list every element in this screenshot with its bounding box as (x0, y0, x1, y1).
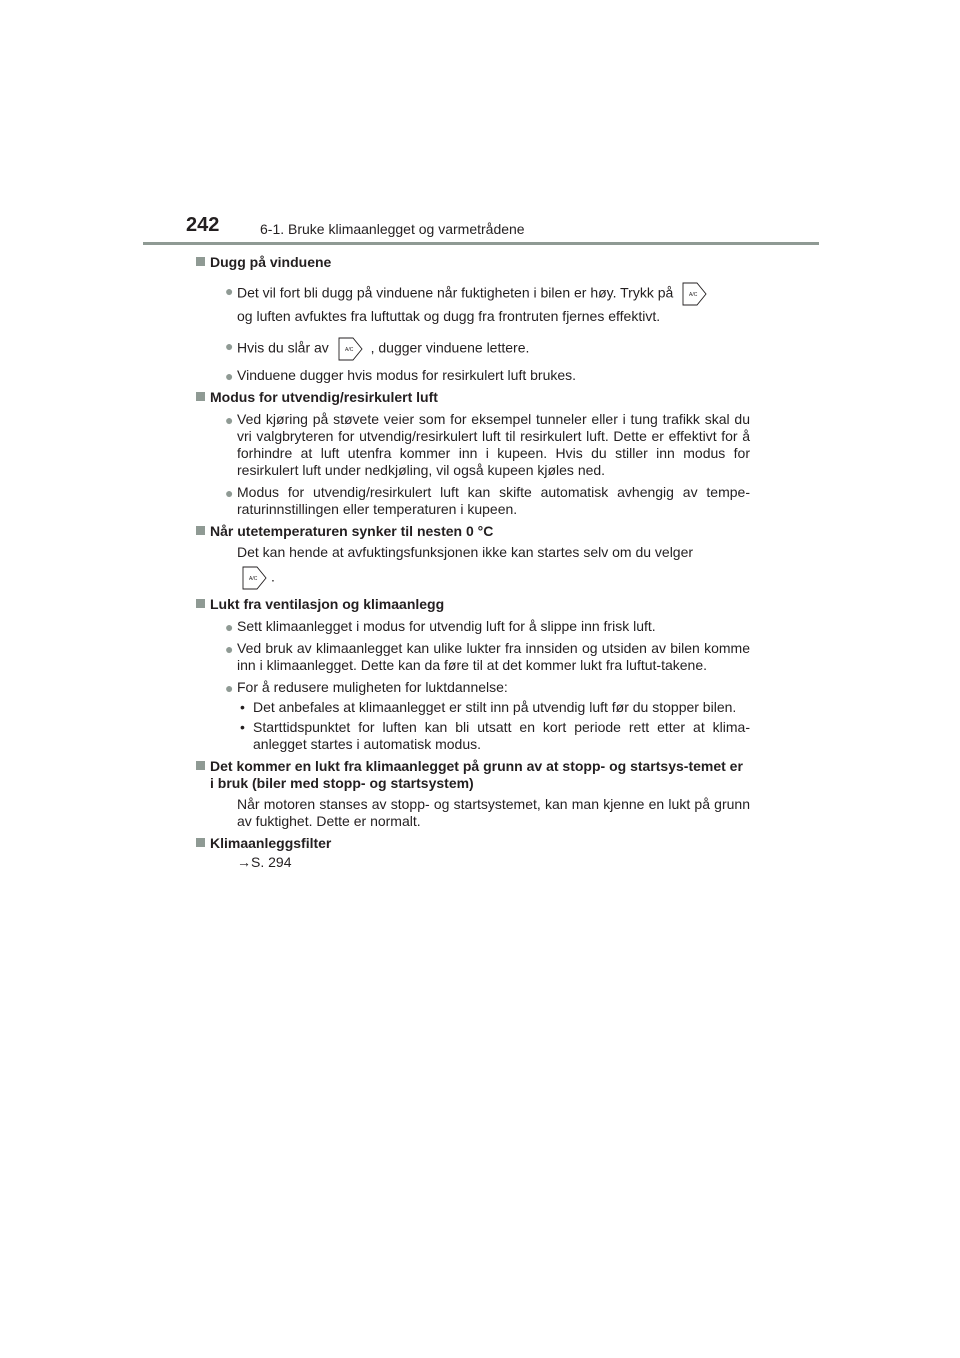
square-bullet-icon (196, 761, 205, 770)
page-content (210, 254, 750, 876)
bullet-text: Ved bruk av klimaanlegget kan ulike lukter fra innsiden og utsiden av bilen komme inn i klimaanlegget. Dette kan da føre til at det kommer lukt fra luftut-takene. (237, 640, 750, 673)
list-item (210, 618, 750, 635)
ac-button-icon (680, 281, 708, 307)
section-modus (210, 389, 750, 518)
page-reference-link[interactable]: →S. 294 (237, 854, 292, 870)
list-item (210, 336, 750, 362)
dot-bullet-icon: • (240, 699, 245, 715)
chapter-title: 6-1. Bruke klimaanlegget og varmetrådene (260, 221, 525, 237)
paragraph-text: Når motoren stanses av stopp- og startsystemet, kan man kjenne en lukt på grunn av fuktighet. Dette er normalt. (237, 796, 750, 829)
list-item (210, 281, 750, 326)
section-heading (195, 389, 750, 406)
circle-bullet-icon: ● (225, 368, 234, 384)
circle-bullet-icon: ● (225, 485, 234, 501)
bullet-text: For å redusere muligheten for luktdannelse: (237, 679, 508, 695)
circle-bullet-icon: ● (225, 641, 234, 657)
ac-button-label: A/C (344, 347, 354, 353)
list-item (210, 367, 750, 384)
list-item (210, 411, 750, 479)
section-filter (210, 835, 750, 871)
square-bullet-icon (196, 599, 205, 608)
sub-item-text: Det anbefales at klimaanlegget er stilt inn på utvendig luft før du stopper bilen. (253, 699, 737, 715)
bullet-text: Hvis du slår av (237, 339, 329, 356)
section-title: Modus for utvendig/resirkulert luft (210, 389, 438, 405)
square-bullet-icon (196, 526, 205, 535)
section-lukt (210, 596, 750, 753)
circle-bullet-icon: ● (225, 680, 234, 696)
section-utetemperatur (210, 523, 750, 591)
section-heading (195, 835, 750, 852)
square-bullet-icon (196, 392, 205, 401)
page-number: 242 (186, 214, 220, 236)
bullet-text: Sett klimaanlegget i modus for utvendig luft for å slippe inn frisk luft. (237, 618, 656, 634)
paragraph-text: Det kan hende at avfuktingsfunksjonen ikke kan startes selv om du velger (237, 544, 694, 560)
paragraph (210, 544, 750, 591)
section-dugg (210, 254, 750, 384)
sub-list-item (210, 699, 750, 716)
bullet-text: Ved kjøring på støvete veier som for eksempel tunneler eller i tung trafikk skal du vri valgbryteren for utvendig/resirkulert luft til resirkulert luft. Dette er effektivt for å forhindre at luft utenfra kommer inn i kupeen. Hvis du stiller inn modus for resirkulert luft under nedkjøling, vil også kupeen kjøles ned. (237, 411, 750, 478)
circle-bullet-icon: ● (225, 283, 234, 299)
bullet-text: Modus for utvendig/resirkulert luft kan skifte automatisk avhengig av tempe-raturinnstillingen eller temperaturen i kupeen. (237, 484, 750, 517)
section-heading (195, 596, 750, 613)
circle-bullet-icon: ● (225, 619, 234, 635)
circle-bullet-icon: ● (225, 412, 234, 428)
section-heading (195, 523, 750, 540)
bullet-text: Det vil fort bli dugg på vinduene når fuktigheten i bilen er høy. Trykk på (237, 284, 674, 301)
ac-button-icon (240, 565, 268, 591)
list-item (210, 679, 750, 696)
ac-button-label: A/C (249, 576, 258, 582)
circle-bullet-icon: ● (225, 338, 234, 354)
bullet-text: og luften avfuktes fra luftuttak og dugg fra frontruten fjernes effektivt. (237, 308, 661, 324)
section-title: Klimaanleggsfilter (210, 835, 332, 851)
sub-item-text: Starttidspunktet for luften kan bli utsatt en kort periode rett etter at klima-anlegget startes i automatisk modus. (253, 719, 750, 752)
section-title: Når utetemperaturen synker til nesten 0 °C (210, 523, 494, 539)
paragraph (210, 796, 750, 830)
list-item (210, 640, 750, 674)
ac-button-label: A/C (689, 292, 698, 298)
sub-list-item (210, 719, 750, 753)
section-title: Dugg på vinduene (210, 254, 332, 270)
section-title: Det kommer en lukt fra klimaanlegget på grunn av at stopp- og startsys-temet er i bruk (biler med stopp- og startsystem) (210, 758, 743, 791)
dot-bullet-icon: • (240, 719, 245, 735)
section-stopp-start (210, 758, 750, 830)
square-bullet-icon (196, 838, 205, 847)
section-heading (195, 254, 750, 271)
section-title: Lukt fra ventilasjon og klimaanlegg (210, 596, 445, 612)
ac-button-icon (336, 336, 364, 362)
bullet-text: Vinduene dugger hvis modus for resirkulert luft brukes. (237, 367, 577, 383)
header-rule (143, 242, 819, 245)
square-bullet-icon (196, 257, 205, 266)
bullet-text: , dugger vinduene lettere. (370, 339, 530, 356)
section-heading (195, 758, 750, 792)
paragraph-text: . (271, 568, 275, 585)
list-item (210, 484, 750, 518)
